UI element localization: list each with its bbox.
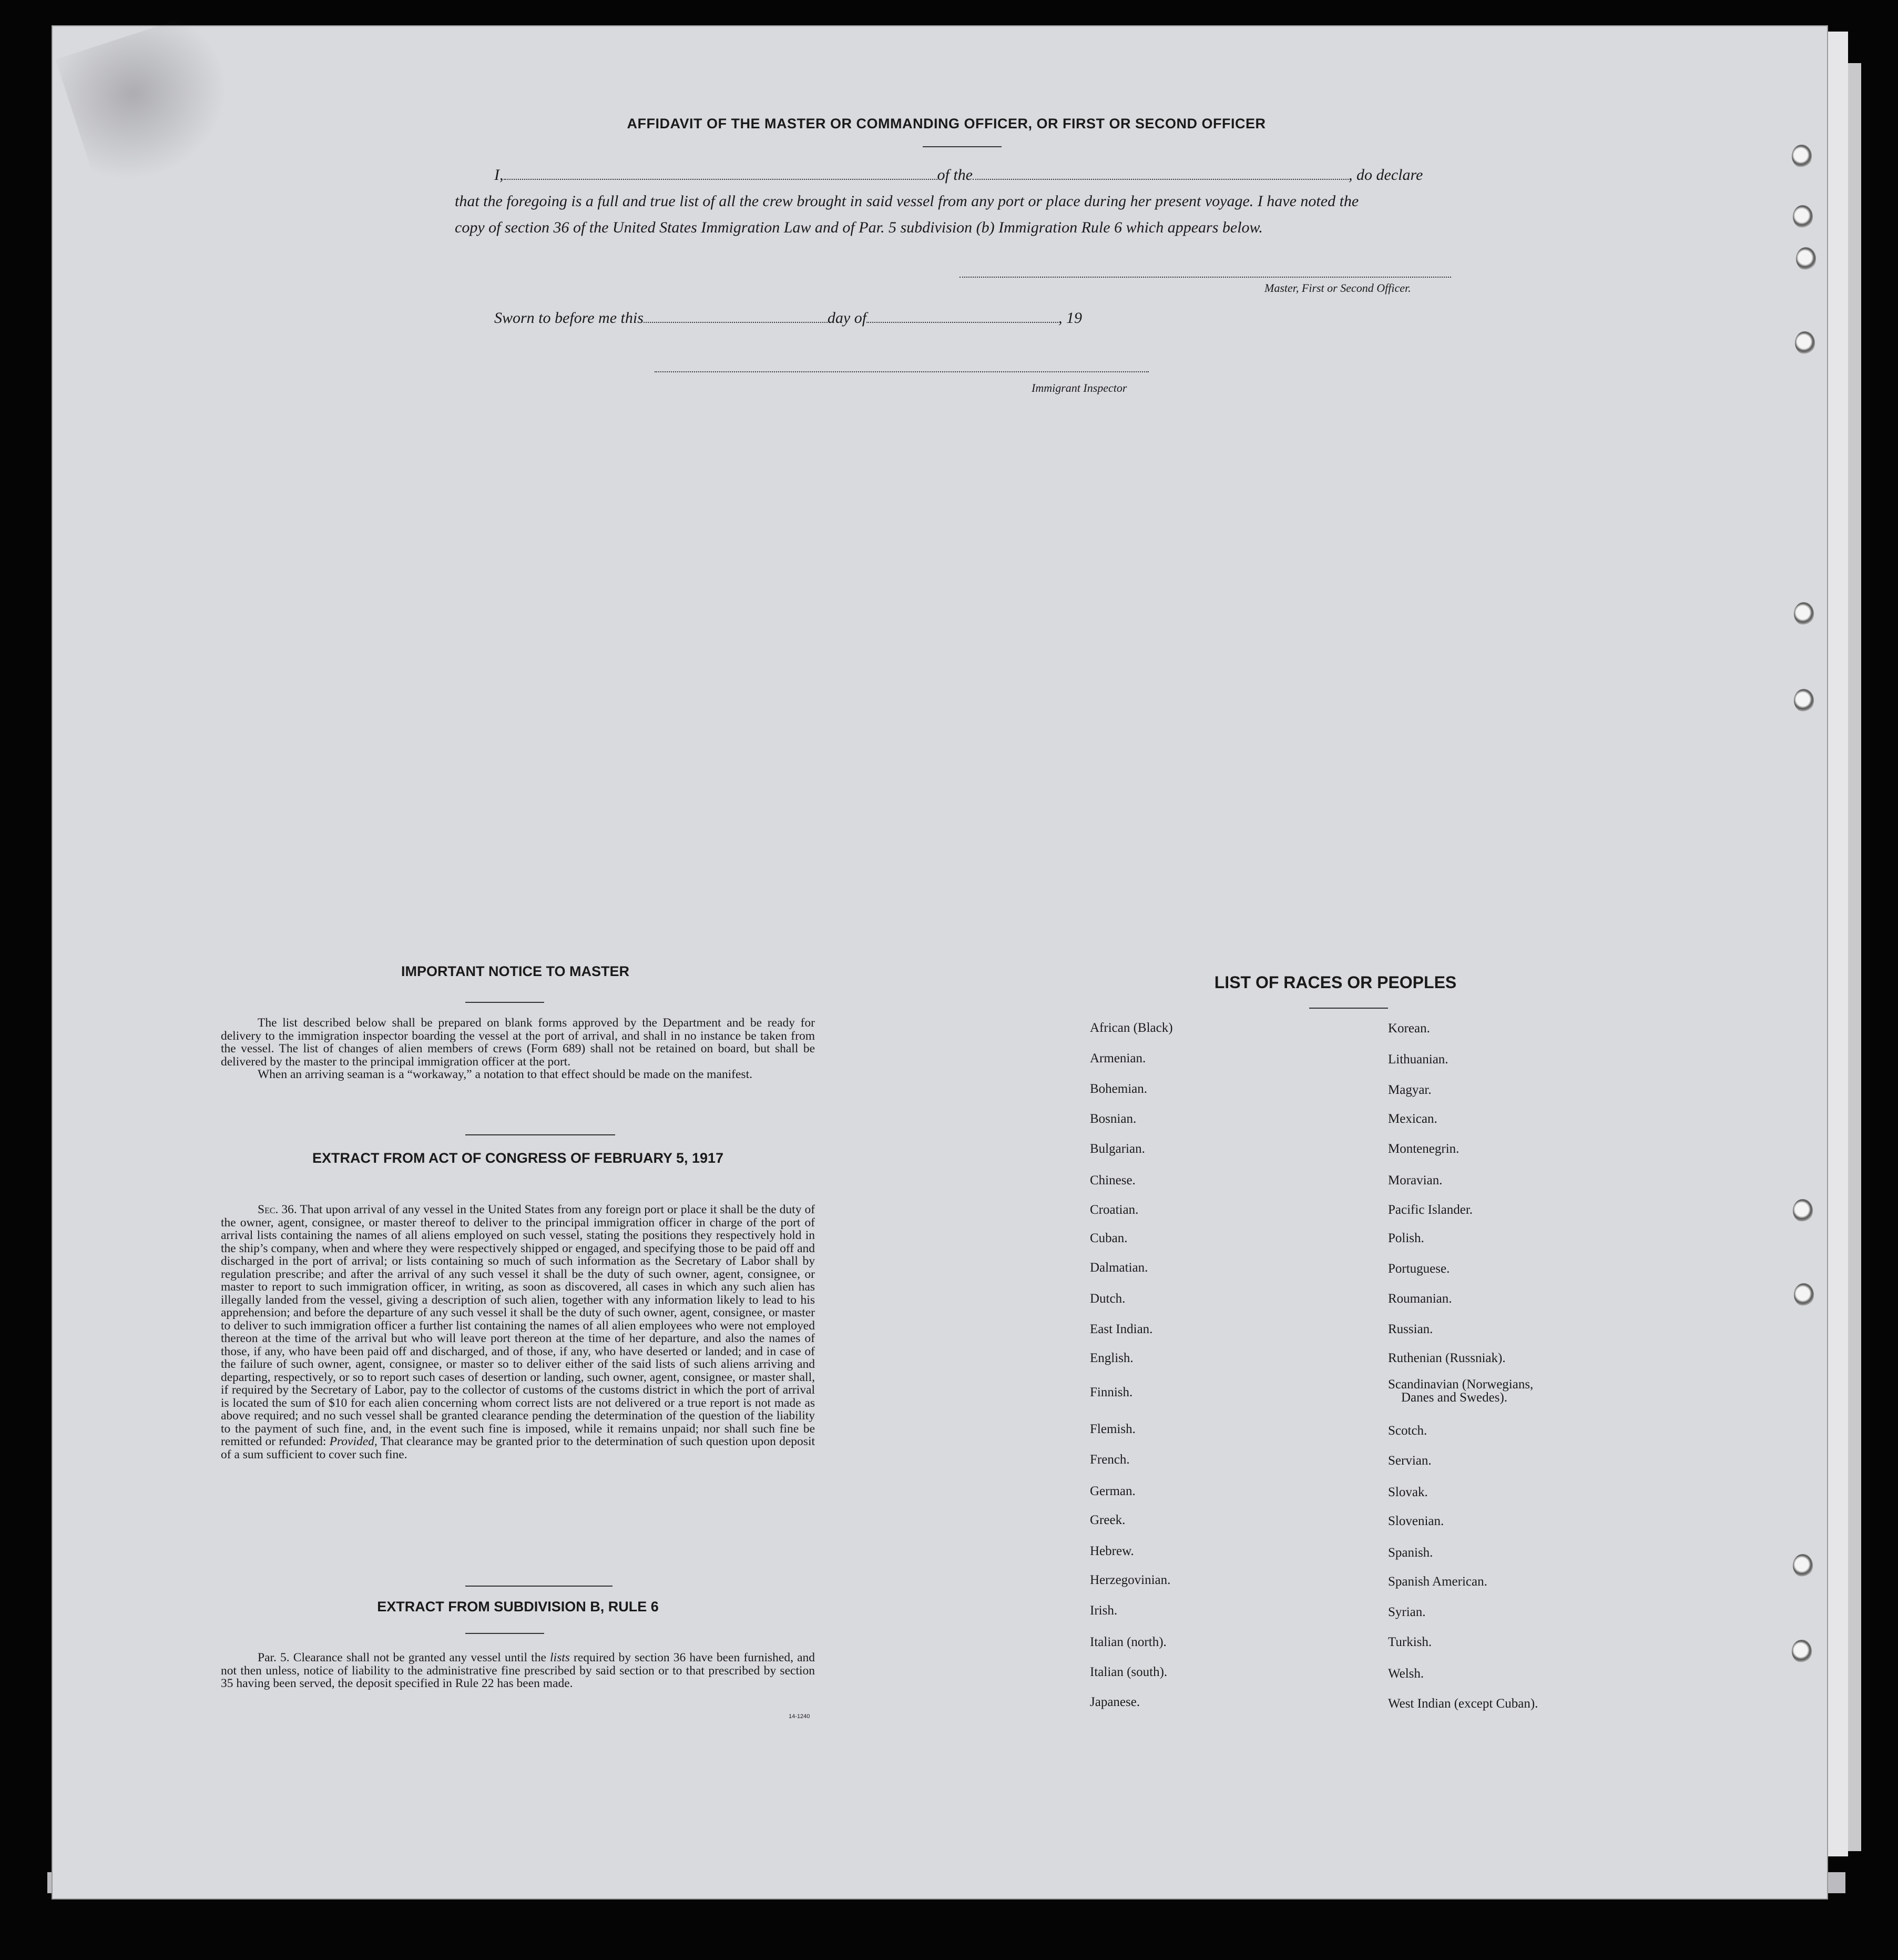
paper-edge-right-back [1848, 63, 1861, 1851]
race-item: English. [1090, 1351, 1134, 1365]
race-item: Bosnian. [1090, 1112, 1137, 1126]
punch-hole-icon [1794, 1283, 1814, 1306]
race-item: Danes and Swedes). [1401, 1390, 1508, 1405]
rule-title: EXTRACT FROM SUBDIVISION B, RULE 6 [377, 1599, 659, 1614]
races-title: LIST OF RACES OR PEOPLES [1214, 973, 1457, 992]
paper-edge-right [1827, 32, 1848, 1856]
sworn-line [494, 305, 1082, 331]
race-item: Mexican. [1388, 1112, 1437, 1126]
race-item: German. [1090, 1484, 1136, 1498]
punch-hole-icon [1793, 1199, 1813, 1222]
inspector-signature-line[interactable] [655, 371, 1149, 372]
act-provided: Provided, [329, 1435, 377, 1448]
race-item: Finnish. [1090, 1385, 1133, 1399]
race-item: Spanish. [1388, 1546, 1433, 1560]
notice-paragraph-1: The list described below shall be prepared on blank forms approved by the Department and be ready for delivery to the immigration inspector boarding the vessel at the port of arrival, and shall in no instance be taken from the vessel. The list of changes of alien members of crews (Form 689) shall not be retained on board, but shall be delivered by the master to the principal immigration officer at the port. [221, 1016, 815, 1069]
notice-title: IMPORTANT NOTICE TO MASTER [401, 963, 629, 979]
rule-text-1: Par. 5. Clearance shall not be granted any vessel until the [258, 1651, 546, 1664]
race-item: Welsh. [1388, 1667, 1424, 1681]
affidavit-line-3: copy of section 36 of the United States Immigration Law and of Par. 5 subdivision (b) Immigration Rule 6 which appears below. [455, 219, 1263, 236]
race-item: Lithuanian. [1388, 1052, 1448, 1067]
punch-hole-icon [1796, 247, 1816, 270]
signature-caption: Master, First or Second Officer. [1264, 281, 1411, 294]
affidavit-line-1 [494, 162, 1454, 188]
rule-body [221, 1651, 815, 1690]
race-item: African (Black) [1090, 1021, 1173, 1035]
inspector-caption: Immigrant Inspector [1032, 381, 1127, 394]
affidavit-i-label: I, [494, 166, 504, 184]
race-item: Italian (south). [1090, 1665, 1168, 1679]
divider [1309, 1008, 1388, 1009]
rule-text-2: required by section 36 have been furnished, and not then unless, notice of liability to the administrative fine prescribed by said section or to that prescribed by section 35 having been served, the deposit specified in Rule 22 has been made. [221, 1651, 815, 1690]
sworn-month-blank[interactable] [866, 309, 1058, 323]
punch-hole-icon [1793, 1554, 1813, 1577]
race-item: Bulgarian. [1090, 1142, 1145, 1156]
race-item: Ruthenian (Russniak). [1388, 1351, 1506, 1365]
race-item: Roumanian. [1388, 1292, 1452, 1306]
race-item: Dalmatian. [1090, 1261, 1148, 1275]
race-item: Italian (north). [1090, 1635, 1167, 1649]
race-item: Montenegrin. [1388, 1142, 1460, 1156]
divider [465, 1134, 615, 1135]
rule-lists: lists [550, 1651, 570, 1664]
race-item: Magyar. [1388, 1083, 1432, 1097]
race-item: Scotch. [1388, 1424, 1427, 1438]
race-item: Irish. [1090, 1603, 1118, 1618]
divider [923, 146, 1002, 147]
form-number: 14-1240 [789, 1713, 810, 1720]
race-item: Spanish American. [1388, 1575, 1487, 1589]
race-item: Japanese. [1090, 1695, 1140, 1709]
race-item: French. [1090, 1453, 1130, 1467]
signature-line[interactable] [960, 276, 1451, 278]
punch-hole-icon [1795, 331, 1815, 354]
sworn-day-blank[interactable] [644, 309, 828, 323]
race-item: West Indian (except Cuban). [1388, 1697, 1538, 1711]
race-item: Slovenian. [1388, 1514, 1444, 1528]
race-item: Pacific Islander. [1388, 1203, 1473, 1217]
divider [465, 1586, 613, 1587]
race-item: Turkish. [1388, 1635, 1432, 1649]
affidavit-of-the-label: of the [937, 166, 973, 184]
affidavit-line-2: that the foregoing is a full and true list of all the crew brought in said vessel from any port or place during her present voyage. I have noted the [455, 192, 1359, 210]
race-item: Polish. [1388, 1231, 1424, 1245]
race-item: Armenian. [1090, 1051, 1146, 1065]
race-item: Bohemian. [1090, 1082, 1148, 1096]
notice-body [221, 1017, 815, 1081]
race-item: Croatian. [1090, 1203, 1139, 1217]
race-item: Portuguese. [1388, 1262, 1450, 1276]
act-section-label: Sec. 36. [258, 1203, 297, 1216]
race-item: Dutch. [1090, 1292, 1126, 1306]
act-text-2: That clearance may be granted prior to the determination of such question upon deposit of a sum sufficient to cover such fine. [221, 1435, 815, 1461]
race-item: Slovak. [1388, 1485, 1428, 1499]
divider [465, 1633, 544, 1634]
race-item: Russian. [1388, 1322, 1433, 1336]
punch-hole-icon [1792, 145, 1812, 168]
name-blank[interactable] [504, 166, 937, 180]
punch-hole-icon [1794, 602, 1814, 625]
act-title: EXTRACT FROM ACT OF CONGRESS OF FEBRUARY 5, 1917 [312, 1150, 724, 1166]
sworn-prefix: Sworn to before me this [494, 309, 644, 327]
affidavit-declare-label: , do declare [1349, 166, 1423, 184]
sworn-year-label: , 19 [1058, 309, 1083, 327]
punch-hole-icon [1792, 1640, 1812, 1663]
sworn-day-of-label: day of [827, 309, 867, 327]
act-body [221, 1203, 815, 1461]
notice-paragraph-2: When an arriving seaman is a “workaway,” a notation to that effect should be made on the manifest. [258, 1068, 752, 1081]
race-item: Syrian. [1388, 1605, 1426, 1619]
race-item: Korean. [1388, 1021, 1430, 1035]
race-item: Herzegovinian. [1090, 1573, 1171, 1587]
act-text-1: That upon arrival of any vessel in the United States from any foreign port or place it shall be the duty of the owner, agent, consignee, or master thereof to deliver to the principal immigration officer in charge of the port of arrival lists containing the names of all aliens employed on such vessel, stating the positions they respectively hold in the ship’s company, when and where they were respectively shipped or engaged, and specifying those to be paid off and discharged in the port of arrival; or lists containing so much of such information as the Secretary of Labor shall by regulation prescribe; and after the arrival of any such vessel it shall be the duty of such owner, agent, consignee, or master to report to such immigration officer, in writing, as soon as discovered, all cases in which any such alien has illegally landed from the vessel, giving a description of such alien, together with any information likely to lead to his apprehension; and before the departure of any such vessel it shall be the duty of such owner, agent, consignee, or master to deliver to such immigration officer a further list containing the names of all alien employees who were not employed thereon at the time of the arrival but who will leave port thereon at the time of her departure, and also the names of those, if any, who have been paid off and discharged, and of those, if any, who have deserted or landed; and in case of the failure of such owner, agent, consignee, or master so to deliver either of the said lists of such aliens arriving and departing, respectively, or so to report such cases of desertion or landing, such owner, agent, consignee, or master shall, if required by the Secretary of Labor, pay to the collector of customs of the customs district in which the port of arrival is located the sum of $10 for each alien concerning whom correct lists are not delivered or a true report is not made as above required; and no such vessel shall be granted clearance pending the determination of the question of the liability to the payment of such fine, and, in the event such fine is imposed, while it remains unpaid; nor shall such fine be remitted or refunded: [221, 1203, 815, 1448]
race-item: Flemish. [1090, 1422, 1136, 1436]
affidavit-title: AFFIDAVIT OF THE MASTER OR COMMANDING OFFICER, OR FIRST OR SECOND OFFICER [627, 116, 1266, 131]
race-item: East Indian. [1090, 1322, 1153, 1336]
race-item: Servian. [1388, 1454, 1432, 1468]
punch-hole-icon [1794, 689, 1814, 712]
divider [465, 1002, 544, 1003]
race-item: Cuban. [1090, 1231, 1128, 1245]
punch-hole-icon [1793, 205, 1813, 228]
race-item: Scandinavian (Norwegians, [1388, 1377, 1534, 1392]
race-item: Chinese. [1090, 1173, 1136, 1187]
race-item: Moravian. [1388, 1173, 1443, 1187]
race-item: Greek. [1090, 1513, 1126, 1527]
race-item: Hebrew. [1090, 1544, 1134, 1558]
vessel-blank[interactable] [973, 166, 1349, 180]
